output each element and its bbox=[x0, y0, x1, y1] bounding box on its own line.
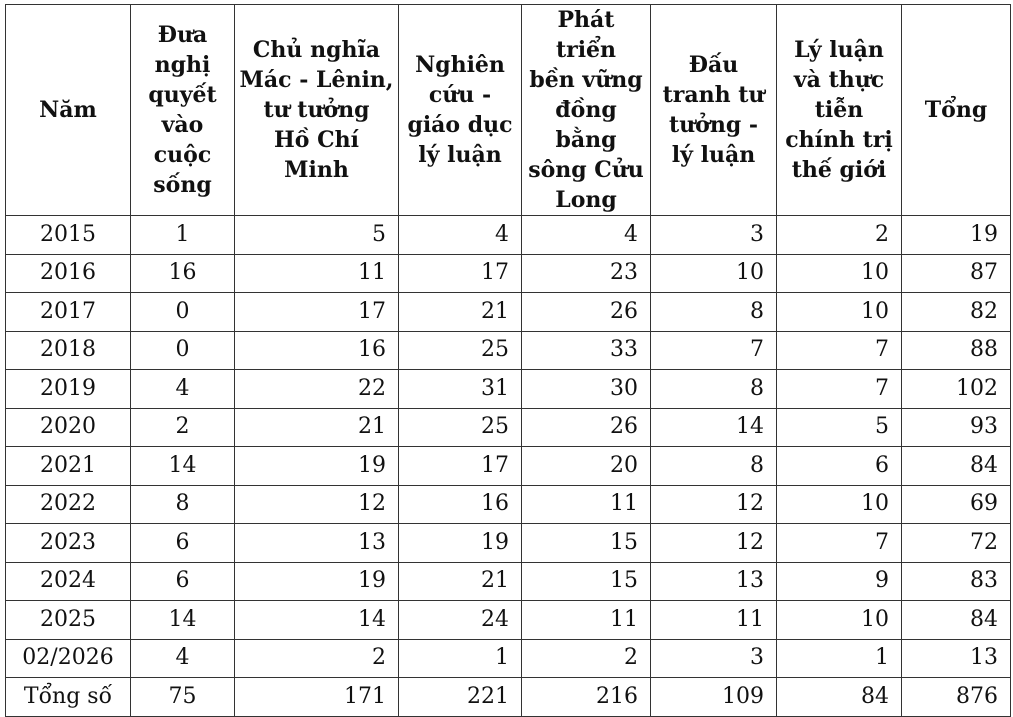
header-year: Năm bbox=[6, 5, 131, 216]
marxism-cell: 11 bbox=[235, 254, 399, 293]
total-cell: 84 bbox=[902, 447, 1011, 486]
research-cell: 21 bbox=[399, 293, 522, 332]
year-cell: Tổng số bbox=[6, 678, 131, 717]
year-cell: 2021 bbox=[6, 447, 131, 486]
year-cell: 2016 bbox=[6, 254, 131, 293]
resolution-cell: 14 bbox=[131, 601, 235, 640]
ideology-cell: 12 bbox=[651, 524, 777, 563]
year-cell: 2022 bbox=[6, 485, 131, 524]
year-cell: 2023 bbox=[6, 524, 131, 563]
mekong-cell: 30 bbox=[522, 370, 651, 409]
research-cell: 1 bbox=[399, 639, 522, 678]
world-politics-cell: 10 bbox=[777, 601, 902, 640]
header-resolution: Đưa nghị quyết vào cuộc sống bbox=[131, 5, 235, 216]
mekong-cell: 23 bbox=[522, 254, 651, 293]
total-cell: 84 bbox=[902, 601, 1011, 640]
header-marxism: Chủ nghĩa Mác - Lênin, tư tưởng Hồ Chí Minh bbox=[235, 5, 399, 216]
mekong-cell: 4 bbox=[522, 216, 651, 255]
research-cell: 16 bbox=[399, 485, 522, 524]
header-mekong: Phát triển bền vững đồng bằng sông Cửu Long bbox=[522, 5, 651, 216]
ideology-cell: 8 bbox=[651, 447, 777, 486]
ideology-cell: 10 bbox=[651, 254, 777, 293]
resolution-cell: 1 bbox=[131, 216, 235, 255]
mekong-cell: 11 bbox=[522, 601, 651, 640]
ideology-cell: 11 bbox=[651, 601, 777, 640]
header-ideology: Đấu tranh tư tưởng - lý luận bbox=[651, 5, 777, 216]
resolution-cell: 4 bbox=[131, 639, 235, 678]
ideology-cell: 109 bbox=[651, 678, 777, 717]
table-row bbox=[6, 408, 1011, 447]
research-cell: 25 bbox=[399, 331, 522, 370]
world-politics-cell: 7 bbox=[777, 331, 902, 370]
research-cell: 4 bbox=[399, 216, 522, 255]
ideology-cell: 8 bbox=[651, 370, 777, 409]
header-research: Nghiên cứu - giáo dục lý luận bbox=[399, 5, 522, 216]
marxism-cell: 14 bbox=[235, 601, 399, 640]
total-cell: 13 bbox=[902, 639, 1011, 678]
table-row bbox=[6, 524, 1011, 563]
marxism-cell: 22 bbox=[235, 370, 399, 409]
research-cell: 221 bbox=[399, 678, 522, 717]
ideology-cell: 8 bbox=[651, 293, 777, 332]
mekong-cell: 15 bbox=[522, 562, 651, 601]
marxism-cell: 17 bbox=[235, 293, 399, 332]
total-cell: 88 bbox=[902, 331, 1011, 370]
year-cell: 2025 bbox=[6, 601, 131, 640]
marxism-cell: 5 bbox=[235, 216, 399, 255]
resolution-cell: 8 bbox=[131, 485, 235, 524]
header-total: Tổng bbox=[902, 5, 1011, 216]
resolution-cell: 0 bbox=[131, 331, 235, 370]
total-cell: 69 bbox=[902, 485, 1011, 524]
world-politics-cell: 7 bbox=[777, 370, 902, 409]
year-cell: 2018 bbox=[6, 331, 131, 370]
table-row bbox=[6, 639, 1011, 678]
world-politics-cell: 7 bbox=[777, 524, 902, 563]
total-cell: 87 bbox=[902, 254, 1011, 293]
resolution-cell: 6 bbox=[131, 524, 235, 563]
mekong-cell: 26 bbox=[522, 408, 651, 447]
world-politics-cell: 10 bbox=[777, 293, 902, 332]
research-cell: 17 bbox=[399, 254, 522, 293]
resolution-cell: 16 bbox=[131, 254, 235, 293]
marxism-cell: 171 bbox=[235, 678, 399, 717]
research-cell: 17 bbox=[399, 447, 522, 486]
ideology-cell: 3 bbox=[651, 216, 777, 255]
total-cell: 93 bbox=[902, 408, 1011, 447]
research-cell: 25 bbox=[399, 408, 522, 447]
table-container bbox=[5, 4, 1011, 717]
year-cell: 2015 bbox=[6, 216, 131, 255]
world-politics-cell: 84 bbox=[777, 678, 902, 717]
total-cell: 82 bbox=[902, 293, 1011, 332]
table-row bbox=[6, 331, 1011, 370]
marxism-cell: 19 bbox=[235, 447, 399, 486]
mekong-cell: 216 bbox=[522, 678, 651, 717]
total-cell: 19 bbox=[902, 216, 1011, 255]
mekong-cell: 11 bbox=[522, 485, 651, 524]
year-cell: 2020 bbox=[6, 408, 131, 447]
marxism-cell: 21 bbox=[235, 408, 399, 447]
resolution-cell: 75 bbox=[131, 678, 235, 717]
resolution-cell: 4 bbox=[131, 370, 235, 409]
resolution-cell: 2 bbox=[131, 408, 235, 447]
year-cell: 2019 bbox=[6, 370, 131, 409]
resolution-cell: 6 bbox=[131, 562, 235, 601]
year-cell: 2024 bbox=[6, 562, 131, 601]
table-row bbox=[6, 370, 1011, 409]
research-cell: 19 bbox=[399, 524, 522, 563]
total-cell: 83 bbox=[902, 562, 1011, 601]
resolution-cell: 0 bbox=[131, 293, 235, 332]
total-cell: 72 bbox=[902, 524, 1011, 563]
total-cell: 876 bbox=[902, 678, 1011, 717]
marxism-cell: 13 bbox=[235, 524, 399, 563]
ideology-cell: 7 bbox=[651, 331, 777, 370]
table-row bbox=[6, 254, 1011, 293]
mekong-cell: 15 bbox=[522, 524, 651, 563]
resolution-cell: 14 bbox=[131, 447, 235, 486]
world-politics-cell: 10 bbox=[777, 485, 902, 524]
world-politics-cell: 1 bbox=[777, 639, 902, 678]
table-row bbox=[6, 562, 1011, 601]
marxism-cell: 2 bbox=[235, 639, 399, 678]
marxism-cell: 12 bbox=[235, 485, 399, 524]
mekong-cell: 26 bbox=[522, 293, 651, 332]
mekong-cell: 2 bbox=[522, 639, 651, 678]
total-cell: 102 bbox=[902, 370, 1011, 409]
world-politics-cell: 6 bbox=[777, 447, 902, 486]
world-politics-cell: 5 bbox=[777, 408, 902, 447]
table-row bbox=[6, 447, 1011, 486]
ideology-cell: 13 bbox=[651, 562, 777, 601]
research-cell: 21 bbox=[399, 562, 522, 601]
research-cell: 24 bbox=[399, 601, 522, 640]
year-cell: 02/2026 bbox=[6, 639, 131, 678]
table-row bbox=[6, 601, 1011, 640]
header-row bbox=[6, 5, 1011, 216]
year-cell: 2017 bbox=[6, 293, 131, 332]
table-row bbox=[6, 216, 1011, 255]
marxism-cell: 16 bbox=[235, 331, 399, 370]
total-row bbox=[6, 678, 1011, 717]
mekong-cell: 20 bbox=[522, 447, 651, 486]
ideology-cell: 3 bbox=[651, 639, 777, 678]
mekong-cell: 33 bbox=[522, 331, 651, 370]
table-row bbox=[6, 485, 1011, 524]
header-world-politics: Lý luận và thực tiễn chính trị thế giới bbox=[777, 5, 902, 216]
world-politics-cell: 9 bbox=[777, 562, 902, 601]
world-politics-cell: 10 bbox=[777, 254, 902, 293]
statistics-table bbox=[5, 4, 1011, 717]
table-row bbox=[6, 293, 1011, 332]
ideology-cell: 14 bbox=[651, 408, 777, 447]
research-cell: 31 bbox=[399, 370, 522, 409]
marxism-cell: 19 bbox=[235, 562, 399, 601]
ideology-cell: 12 bbox=[651, 485, 777, 524]
world-politics-cell: 2 bbox=[777, 216, 902, 255]
